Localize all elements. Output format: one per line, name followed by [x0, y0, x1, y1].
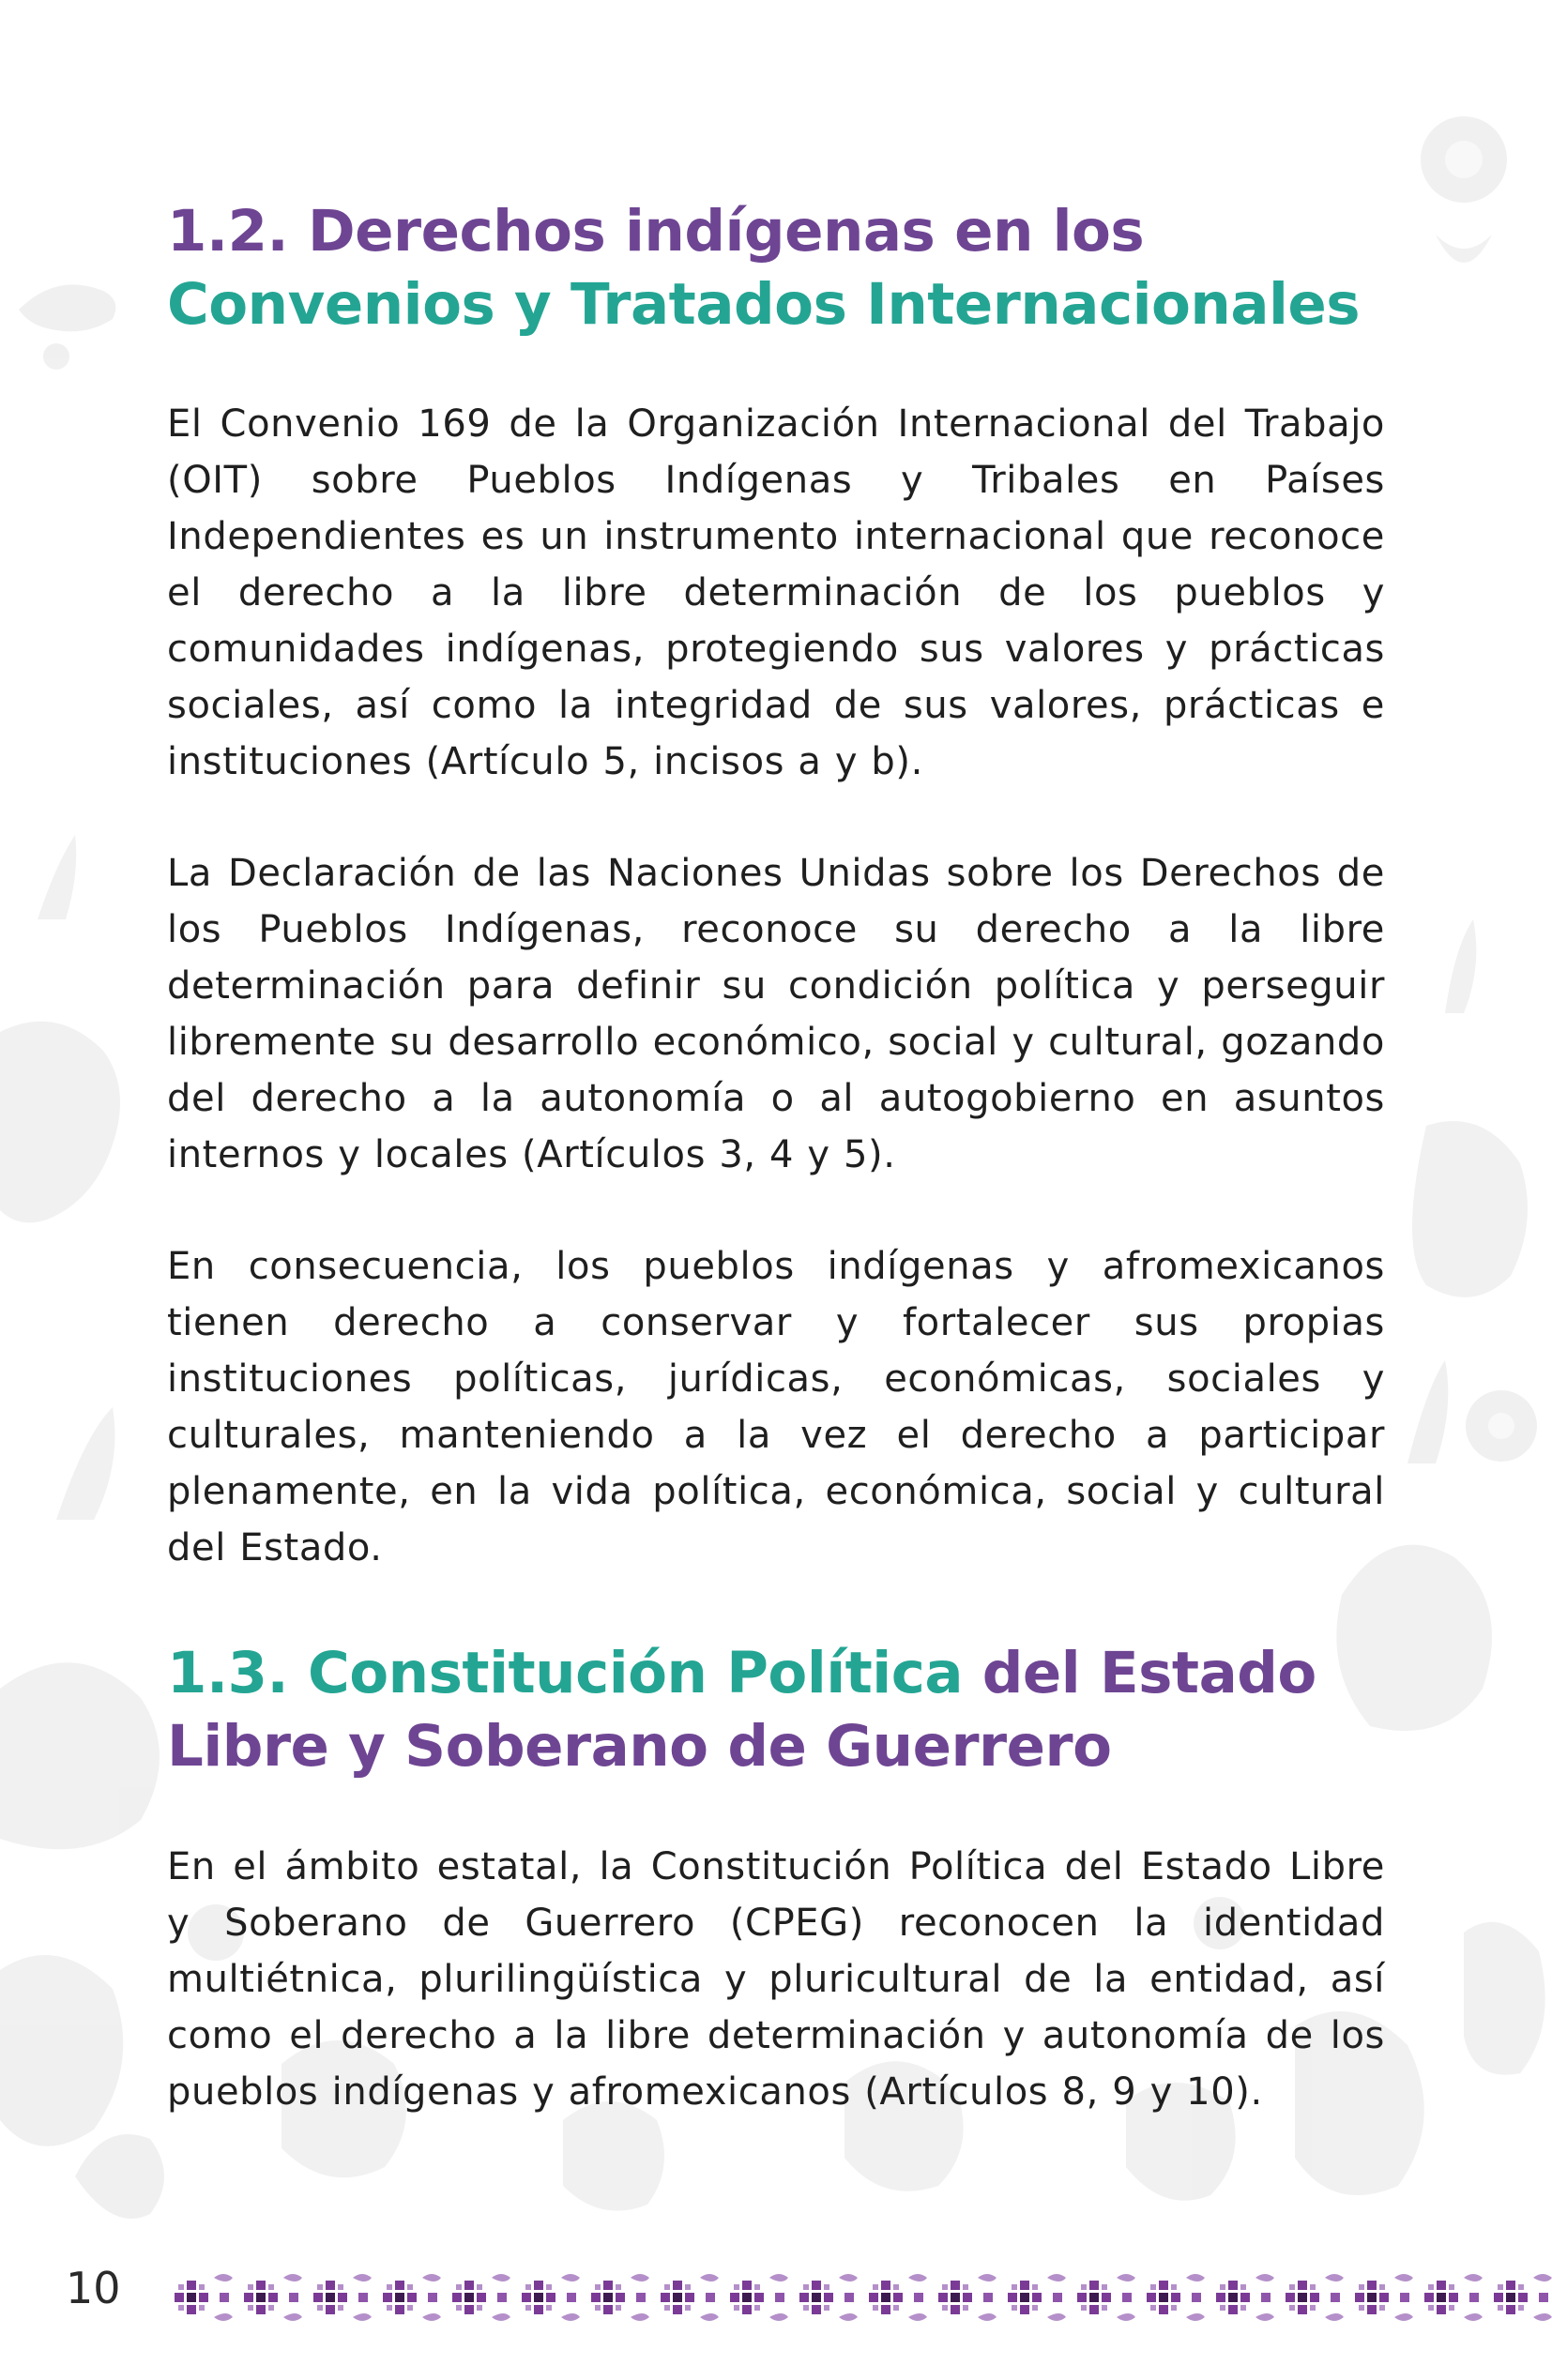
section-1-3-title-purple: del Estado [963, 1640, 1316, 1706]
section-1-3-number: 1.3. [167, 1640, 289, 1706]
section-1-3-title-line2: Libre y Soberano de Guerrero [167, 1713, 1112, 1780]
paragraph-convenio-169: El Convenio 169 de la Organización Internacional del Trabajo (OIT) sobre Pueblos Indígenas y Tribales en Países Independientes es un instrumento internacional que reconoce el derecho a la libre determinación de los pueblos y comunidades indígenas, protegiendo sus valores y prácticas sociales, así como la integridad de sus valores, prácticas e instituciones (Artículo 5, incisos a y b). [167, 402, 1385, 783]
page-number: 10 [66, 2263, 121, 2313]
section-1-2-title-line1: Derechos indígenas en los [308, 198, 1145, 265]
section-1-2-title-line2: Convenios y Tratados Internacionales [167, 271, 1361, 338]
paragraph-cpeg: En el ámbito estatal, la Constitución Política del Estado Libre y Soberano de Guerrero (CPEG) reconocen la identidad multiétnica, plurilingüística y pluricultural de la entidad, así como el derecho a la libre determinación y autonomía de los pueblos indígenas y afromexicanos (Artículos 8, 9 y 10). [167, 1845, 1385, 2114]
section-1-2-number: 1.2. [167, 198, 289, 265]
embroidery-border-band [171, 2259, 1552, 2336]
section-1-3-heading [167, 1637, 1385, 1783]
paragraph-declaracion-onu: La Declaración de las Naciones Unidas sobre los Derechos de los Pueblos Indígenas, reconoce su derecho a la libre determinación para definir su condición política y perseguir libremente su desarrollo económico, social y cultural, gozando del derecho a la autonomía o al autogobierno en asuntos internos y locales (Artículos 3, 4 y 5). [167, 852, 1385, 1176]
paragraph-consecuencia: En consecuencia, los pueblos indígenas y afromexicanos tienen derecho a conservar y fortalecer sus propias instituciones políticas, jurídicas, económicas, sociales y culturales, manteniendo a la vez el derecho a participar plenamente, en la vida política, económica, social y cultural del Estado. [167, 1245, 1385, 1569]
section-1-2-heading [167, 195, 1385, 341]
section-1-3-title-teal: Constitución Política [308, 1640, 964, 1706]
